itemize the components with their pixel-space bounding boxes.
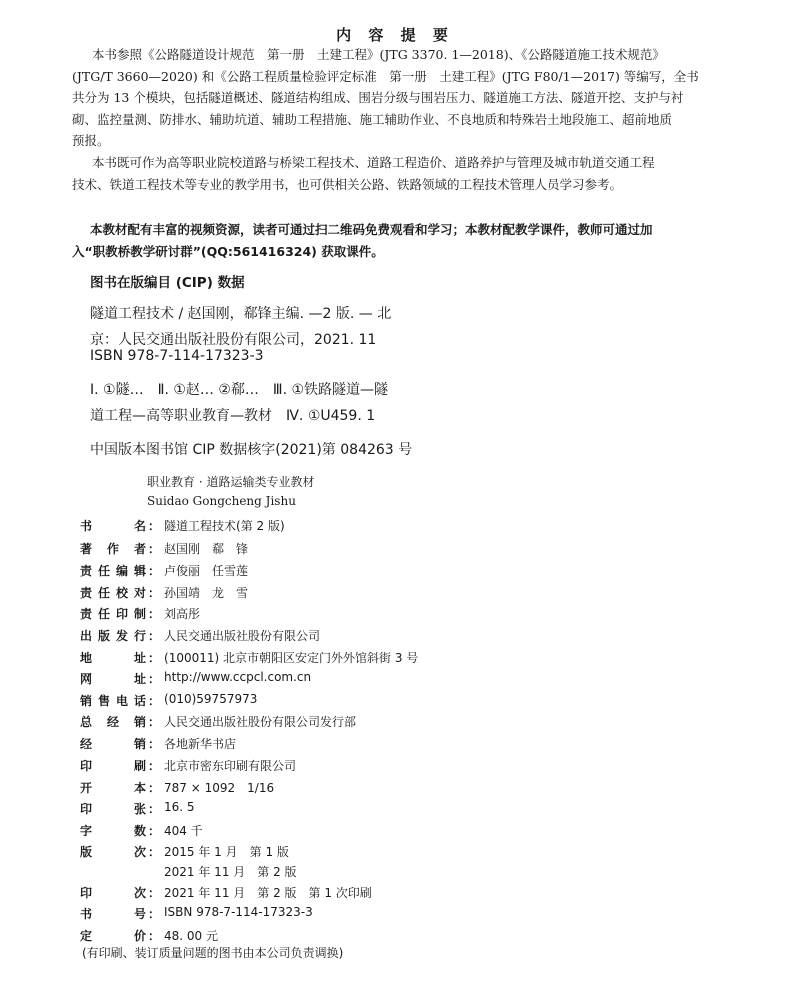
cip-line: 道工程—高等职业教育—教材 Ⅳ. ①U459. 1: [90, 408, 376, 424]
imprint-value: (100011) 北京市朝阳区安定门外外馆斜街 3 号: [164, 651, 419, 665]
imprint-label: 书 号: [80, 907, 146, 921]
imprint-colon: ：: [148, 519, 161, 533]
imprint-row: [80, 649, 418, 666]
imprint-colon: ：: [148, 886, 161, 900]
imprint-label: 书 名: [80, 519, 146, 533]
summary-line: 本书参照《公路隧道设计规范 第一册 土建工程》(JTG 3370. 1—2018)、《公路隧道施工技术规范》: [92, 47, 665, 62]
imprint-row: [80, 627, 320, 644]
imprint-colon: ：: [148, 607, 161, 621]
summary-line: (JTG/T 3660—2020) 和《公路工程质量检验评定标准 第一册 土建工程》(JTG F80/1—2017) 等编写，全书: [72, 68, 699, 84]
imprint-row: [80, 843, 289, 860]
imprint-row: [80, 757, 296, 774]
imprint-value: http://www.ccpcl.com.cn: [164, 670, 312, 684]
imprint-row: [80, 540, 248, 557]
imprint-colon: ：: [148, 586, 161, 600]
imprint-row: [80, 884, 372, 901]
imprint-row: [80, 562, 248, 579]
imprint-label: 责任印制: [80, 607, 146, 621]
imprint-value: 刘高彤: [164, 607, 201, 621]
notice-line: 本教材配有丰富的视频资源，读者可通过扫二维码免费观看和学习；本教材配教学课件，教师可通过加: [90, 222, 653, 237]
imprint-value: 隧道工程技术(第 2 版): [164, 519, 285, 533]
imprint-colon: ：: [148, 737, 161, 751]
summary-line: 本书既可作为高等职业院校道路与桥梁工程技术、道路工程造价、道路养护与管理及城市轨道交通工程: [92, 155, 655, 170]
notice-line: 入“职教桥教学研讨群”(QQ:561416324) 获取课件。: [72, 244, 384, 259]
imprint-row: [80, 822, 203, 839]
imprint-row: [80, 905, 313, 922]
cip-line: 京：人民交通出版社股份有限公司，2021. 11: [90, 332, 377, 348]
imprint-row: [80, 713, 356, 730]
summary-paragraph-1: [72, 44, 722, 152]
imprint-label: 出版发行: [80, 629, 146, 643]
imprint-row: [80, 670, 311, 687]
imprint-value: 孙国靖 龙 雪: [164, 586, 249, 600]
summary-line: 共分为 13 个模块，包括隧道概述、隧道结构组成、围岩分级与围岩压力、隧道施工方法、隧道开挖、支护与衬: [72, 90, 684, 105]
imprint-colon: ：: [148, 759, 161, 773]
imprint-label: 开 本: [80, 781, 146, 795]
series-name: 职业教育 · 道路运输类专业教材: [147, 475, 315, 489]
imprint-label: 版 次: [80, 845, 146, 859]
imprint-value: 赵国刚 郗 锋: [164, 542, 249, 556]
imprint-colon: ：: [148, 907, 161, 921]
imprint-label: [80, 863, 146, 880]
imprint-label: 印 刷: [80, 759, 146, 773]
imprint-value: 人民交通出版社股份有限公司发行部: [164, 715, 357, 729]
imprint-value: 2015 年 1 月 第 1 版: [164, 845, 289, 859]
imprint-colon: ：: [148, 845, 161, 859]
cip-line: Ⅰ. ①隧… Ⅱ. ①赵… ②郗… Ⅲ. ①铁路隧道—隧: [90, 382, 389, 398]
imprint-label: 网 址: [80, 672, 146, 686]
imprint-row: [80, 800, 195, 817]
imprint-label: 责任校对: [80, 586, 146, 600]
imprint-colon: ：: [148, 824, 161, 838]
imprint-label: 地 址: [80, 651, 146, 665]
series-pinyin: Suidao Gongcheng Jishu: [147, 494, 296, 508]
imprint-row: [80, 735, 236, 752]
imprint-value: 人民交通出版社股份有限公司: [164, 629, 321, 643]
imprint-row: [80, 605, 200, 622]
imprint-colon: ：: [148, 781, 161, 795]
imprint-label: 著 作 者: [80, 542, 146, 556]
imprint-value: 北京市密东印刷有限公司: [164, 759, 297, 773]
imprint-value: 2021 年 11 月 第 2 版 第 1 次印刷: [164, 886, 372, 900]
imprint-value: 404 千: [164, 824, 203, 838]
summary-title: 内 容 提 要: [336, 26, 454, 44]
imprint-value: 16. 5: [164, 800, 195, 814]
imprint-row: [80, 692, 257, 709]
imprint-colon: ：: [148, 564, 161, 578]
imprint-label: 字 数: [80, 824, 146, 838]
footer-note: (有印刷、装订质量问题的图书由本公司负责调换): [82, 946, 344, 960]
imprint-row: [80, 517, 285, 534]
imprint-value: 787 × 1092 1/16: [164, 781, 275, 795]
imprint-colon: ：: [148, 715, 161, 729]
cip-heading: 图书在版编目 (CIP) 数据: [90, 275, 245, 291]
imprint-label: 定 价: [80, 929, 146, 943]
imprint-label: 责任编辑: [80, 564, 146, 578]
imprint-colon: ：: [148, 542, 161, 556]
imprint-value: (010)59757973: [164, 692, 258, 706]
imprint-row: [80, 779, 274, 796]
imprint-value: 48. 00 元: [164, 929, 218, 943]
resource-notice: [72, 219, 722, 263]
imprint-row: [80, 863, 297, 880]
cip-line: 中国版本图书馆 CIP 数据核字(2021)第 084263 号: [90, 442, 413, 458]
imprint-row: [80, 927, 218, 944]
imprint-colon: ：: [148, 802, 161, 816]
summary-paragraph-2: [72, 152, 722, 195]
imprint-colon: ：: [148, 694, 161, 708]
imprint-label: 印 张: [80, 802, 146, 816]
imprint-colon: ：: [148, 629, 161, 643]
cip-line: 隧道工程技术 / 赵国刚，郗锋主编. —2 版. — 北: [90, 306, 392, 322]
imprint-value: 2021 年 11 月 第 2 版: [164, 865, 297, 879]
imprint-colon: ：: [148, 929, 161, 943]
imprint-colon: ：: [148, 672, 161, 686]
imprint-value: 卢俊丽 任雪莲: [164, 564, 249, 578]
summary-line: 预报。: [72, 133, 110, 148]
summary-line: 技术、铁道工程技术等专业的教学用书，也可供相关公路、铁路领域的工程技术管理人员学习参考。: [72, 176, 623, 192]
imprint-label: 销售电话: [80, 694, 146, 708]
imprint-value: 各地新华书店: [164, 737, 237, 751]
imprint-label: 总 经 销: [80, 715, 146, 729]
imprint-colon: ：: [148, 651, 161, 665]
summary-line: 砌、监控量测、防排水、辅助坑道、辅助工程措施、施工辅助作业、不良地质和特殊岩土地段施工、超前地质: [72, 111, 673, 127]
imprint-value: ISBN 978-7-114-17323-3: [164, 905, 313, 919]
imprint-label: 印 次: [80, 886, 146, 900]
imprint-row: [80, 584, 248, 601]
cip-line: ISBN 978-7-114-17323-3: [90, 348, 264, 364]
imprint-colon: [148, 863, 160, 880]
imprint-label: 经 销: [80, 737, 146, 751]
